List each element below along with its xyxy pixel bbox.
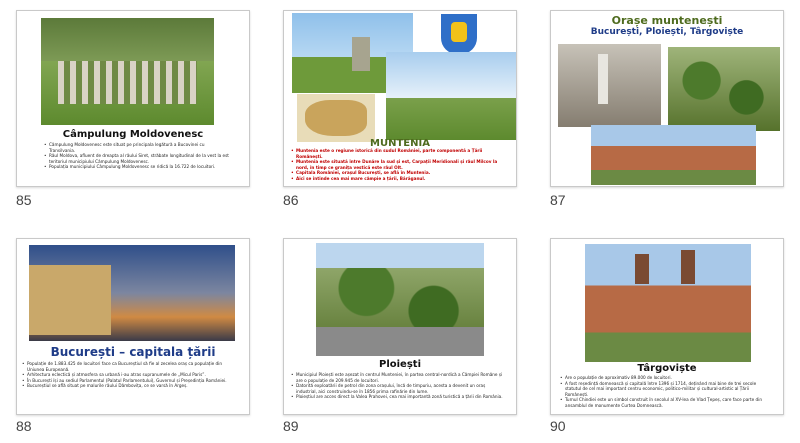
slide-bullets	[21, 361, 239, 389]
bullet: • Datorită exploatării de petrol din zona orașului, încă de timpuriu, acesta a devenit un oraș industrial, aici construindu-se în 1856 prima rafinărie din lume.	[290, 383, 504, 394]
slide-number: 87	[550, 192, 566, 208]
bullet: • Câmpulung Moldovenesc este situat pe principala legătură a Bucovinei cu Transilvania.	[43, 142, 229, 153]
slide-photo-targoviste-church	[585, 244, 751, 362]
bullet: • Are o populație de aproximativ 89.000 de locuitori.	[559, 375, 773, 381]
slide-title: MUNTENIA	[370, 138, 430, 149]
bullet: • În București își au sediul Parlamentul (Palatul Parlamentului), Guvernul și Președinția României.	[21, 378, 239, 384]
slide-photo-bucharest	[558, 44, 661, 127]
slide-thumbnail-87[interactable]	[550, 10, 784, 187]
bullet: • Populație de 1.883.425 de locuitori face ca Bucureștiul să fie al zecelea oraș ca populație din Uniunea Europeană.	[21, 361, 239, 372]
slide-title: Târgoviște	[637, 363, 697, 374]
slide-bullets	[43, 142, 229, 170]
slide-number: 90	[550, 418, 566, 434]
bullet: • Capitala României, orașul București, se află în Muntenia.	[290, 170, 508, 176]
slide-number: 88	[16, 418, 32, 434]
slide-bullets	[290, 148, 508, 182]
bullet: • Muntenia este o regiune istorică din sudul României, parte componentă a Țării Românești.	[290, 148, 508, 159]
map-image	[297, 94, 375, 142]
bullet: • Aici se întinde cea mai mare câmpie a țării, Bărăganul.	[290, 176, 508, 182]
slide-title: București – capitala țării	[50, 345, 216, 359]
slide-title: Orașe muntenești	[611, 14, 723, 27]
bullet: • Municipiul Ploiești este așezat în centrul Munteniei, în partea central-nordică a Câmpiei Române și are o populație de 209.945 de locuitori.	[290, 372, 504, 383]
bullet: • Râul Moldova, afluent de dreapta al râului Siret, străbate longitudinal de la vest la est teritoriul municipiului Câmpulung Moldovenesc.	[43, 153, 229, 164]
bullet: • A fost reședință domnească și capitală între 1396 și 1714, deținând mai bine de trei secole statutul de cel mai important centru economic, politico-militar și cultural-artistic al Țării Românești.	[559, 381, 773, 398]
slide-photo-targoviste	[591, 125, 756, 185]
slide-subtitle: București, Ploiești, Târgoviște	[590, 27, 744, 37]
slide-number: 86	[283, 192, 299, 208]
slide-title: Câmpulung Moldovenesc	[62, 129, 204, 140]
slide-photo-ploiesti	[668, 47, 780, 131]
slide-title: Ploiești	[379, 359, 421, 370]
slide-thumbnail-90[interactable]	[550, 238, 784, 415]
slide-thumbnail-89[interactable]	[283, 238, 517, 415]
slide-bullets	[290, 372, 504, 400]
slide-photo-campulung	[41, 18, 214, 125]
slide-thumbnail-85[interactable]	[16, 10, 250, 187]
bullet: • Arhitectura eclectică și atmosfera sa urbană i-au atras supranumele de „Micul Paris”.	[21, 372, 239, 378]
slide-photo-bucharest-night	[29, 245, 235, 341]
bullet: • Muntenia este situată între Dunăre la sud și est, Carpații Meridionali și râul Milcov la nord, în timp ce granița vestică este râul Olt.	[290, 159, 508, 170]
slide-number: 89	[283, 418, 299, 434]
slide-thumbnail-86[interactable]	[283, 10, 517, 187]
bullet: • Populația municipiului Câmpulung Moldovenesc se ridică la 16.722 de locuitori.	[43, 164, 229, 170]
slide-photo-plain	[386, 52, 517, 140]
bullet: • Ploieștiul are acces direct la Valea Prahovei, cea mai importantă zonă turistică a țării din România.	[290, 394, 504, 400]
bullet: • Turnul Chindiei este un simbol construit în secolul al XV-lea de Vlad Țepeș, care face parte din ansamblul de monumente Curtea Domnească.	[559, 397, 773, 408]
slide-photo-ploiesti-square	[316, 243, 484, 356]
coat-of-arms-icon	[441, 14, 477, 54]
slide-thumbnail-88[interactable]	[16, 238, 250, 415]
bullet: • Bucureștiul se află situat pe malurile râului Dâmbovița, ce se varsă în Argeș.	[21, 383, 239, 389]
slide-number: 85	[16, 192, 32, 208]
slide-bullets	[559, 375, 773, 409]
